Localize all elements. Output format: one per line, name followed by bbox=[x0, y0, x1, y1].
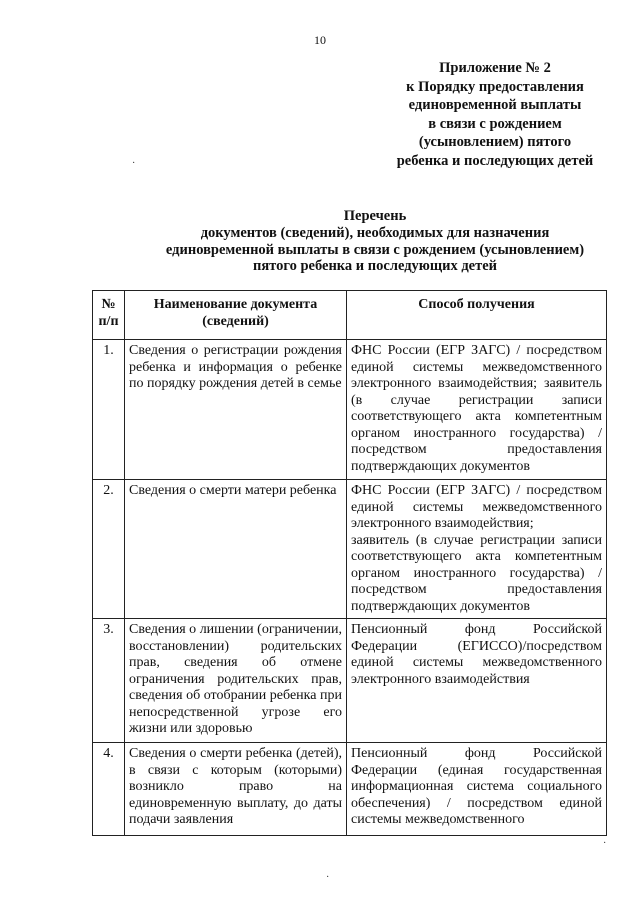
method-text: Пенсионный фонд Российской Федерации (единая государственная информационная система социального обеспечения) / посредством единой системы межведомственного bbox=[351, 746, 602, 827]
row-method bbox=[347, 743, 607, 836]
method-text: ФНС России (ЕГР ЗАГС) / посредством единой системы межведомственного электронного взаимодействия; заявитель (в случае регистрации записи соответствующего акта компетентным органом иностранного государства) / посредством предоставления подтверждающих документов bbox=[351, 343, 602, 474]
appendix-line: к Порядку предоставления bbox=[406, 78, 584, 95]
row-num: 1. bbox=[93, 340, 125, 480]
title-line: Перечень bbox=[343, 208, 407, 224]
page-number: 10 bbox=[314, 33, 326, 47]
method-text: заявитель (в случае регистрации записи соответствующего акта компетентным органом иностранного государства) / посредством предоставления подтверждающих документов bbox=[351, 532, 602, 614]
row-name: Сведения о смерти ребенка (детей), в связи с которым (которыми) возникло право на единовременную выплату, до даты подачи заявления bbox=[125, 743, 347, 836]
row-num: 4. bbox=[93, 743, 125, 836]
header-method: Способ получения bbox=[347, 291, 607, 340]
row-num: 2. bbox=[93, 480, 125, 619]
row-name: Сведения о смерти матери ребенка bbox=[125, 480, 347, 619]
table-row bbox=[93, 340, 607, 480]
table-row bbox=[93, 743, 607, 836]
appendix-line: (усыновлением) пятого bbox=[418, 134, 572, 151]
title-line: единовременной выплаты в связи с рождением (усыновлением) bbox=[165, 241, 585, 258]
documents-table bbox=[92, 290, 607, 836]
scan-speck: · bbox=[132, 158, 136, 169]
row-method bbox=[347, 480, 607, 619]
table-header-row bbox=[93, 291, 607, 340]
title-line: пятого ребенка и последующих детей bbox=[252, 258, 498, 275]
row-num: 3. bbox=[93, 619, 125, 743]
appendix-line: единовременной выплаты bbox=[408, 97, 582, 114]
table-row bbox=[93, 480, 607, 619]
appendix-line: ребенка и последующих детей bbox=[396, 152, 594, 169]
table-row bbox=[93, 619, 607, 743]
header-name: Наименование документа (сведений) bbox=[125, 291, 347, 340]
header-num: № п/п bbox=[93, 291, 125, 340]
row-method bbox=[347, 619, 607, 743]
scan-speck: · bbox=[603, 838, 607, 849]
row-name: Сведения о лишении (ограничении, восстановлении) родительских прав, сведения об отмене ограничения родительских прав, сведения об отобрании ребенка при непосредственной угрозе его жизни или здоровью bbox=[125, 619, 347, 743]
appendix-line: Приложение № 2 bbox=[439, 60, 551, 76]
appendix-header bbox=[380, 59, 610, 171]
method-text: ФНС России (ЕГР ЗАГС) / посредством единой системы межведомственного электронного взаимодействия; bbox=[351, 483, 602, 531]
scan-speck: · bbox=[326, 872, 330, 883]
row-method bbox=[347, 340, 607, 480]
appendix-line: в связи с рождением bbox=[428, 115, 562, 132]
document-title bbox=[150, 208, 600, 275]
row-name: Сведения о регистрации рождения ребенка и информация о ребенке по порядку рождения детей в семье bbox=[125, 340, 347, 480]
method-text: Пенсионный фонд Российской Федерации (ЕГИССО)/посредством единой системы межведомственного электронного взаимодействия bbox=[351, 622, 602, 687]
title-line: документов (сведений), необходимых для назначения bbox=[200, 224, 550, 241]
